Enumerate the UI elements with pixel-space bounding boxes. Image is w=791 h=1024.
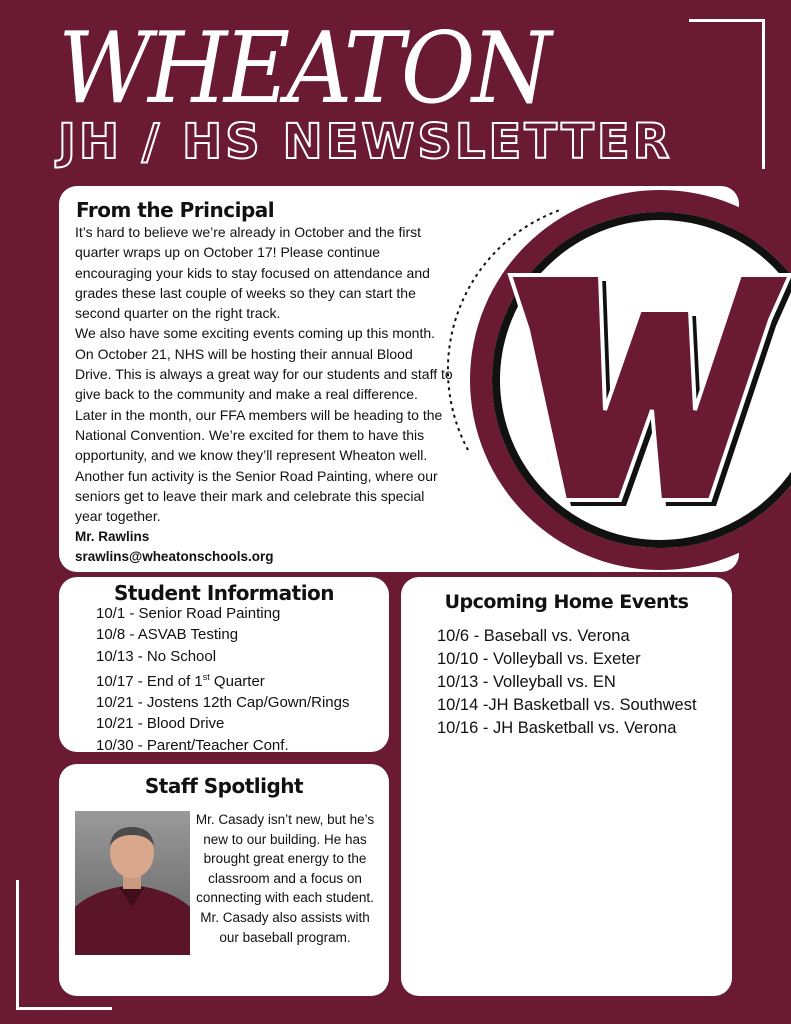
list-item: 10/14 -JH Basketball vs. Southwest bbox=[437, 696, 697, 714]
list-item: 10/1 - Senior Road Painting bbox=[96, 605, 281, 622]
list-item: 10/6 - Baseball vs. Verona bbox=[437, 627, 630, 645]
list-item: 10/13 - Volleyball vs. EN bbox=[437, 673, 616, 691]
list-item: 10/21 - Blood Drive bbox=[96, 715, 225, 733]
list-item: 10/10 - Volleyball vs. Exeter bbox=[437, 650, 641, 668]
list-item bbox=[96, 667, 349, 692]
principal-message bbox=[75, 222, 453, 526]
wheaton-w-logo-icon bbox=[440, 180, 791, 580]
principal-heading: From the Principal bbox=[76, 198, 275, 222]
principal-signature bbox=[75, 527, 273, 567]
list-item: 10/8 - ASVAB Testing bbox=[96, 626, 239, 644]
student-information-heading: Student Information bbox=[113, 581, 335, 605]
principal-paragraph-2: We also have some exciting events coming up this month. On October 21, NHS will be hosting their annual Blood Drive. This is always a great way for our students and staff to give back to the community and make a real difference. Later in the month, our FFA members will be heading to the National Convention. We’re excited for them to have this opportunity, and we know they’ll represent Wheaton well. Another fun activity is the Senior Road Painting, where our seniors get to leave their mark and celebrate this special year together. bbox=[75, 325, 453, 525]
principal-name: Mr. Rawlins bbox=[75, 529, 150, 544]
staff-spotlight-text: Mr. Casady isn’t new, but he’s new to our building. He has brought great energy to the classroom and a focus on connecting with each student. Mr. Casady also assists with our baseball program. bbox=[195, 812, 375, 945]
staff-spotlight-panel bbox=[59, 764, 389, 996]
list-item-text: 10/17 - End of 1 bbox=[96, 672, 203, 690]
list-item-suffix: Quarter bbox=[209, 672, 265, 690]
newsletter-subtitle: JH / HS NEWSLETTER bbox=[58, 114, 673, 170]
upcoming-events-list bbox=[437, 625, 697, 740]
list-item: 10/16 - JH Basketball vs. Verona bbox=[437, 719, 677, 737]
upcoming-events-heading: Upcoming Home Events bbox=[444, 591, 689, 613]
staff-photo bbox=[75, 811, 190, 955]
list-item: 10/13 - No School bbox=[96, 647, 217, 665]
list-item: 10/21 - Jostens 12th Cap/Gown/Rings bbox=[96, 694, 350, 712]
corner-frame-top-right bbox=[689, 19, 765, 169]
student-information-list bbox=[96, 603, 349, 756]
newsletter-title: WHEATON bbox=[58, 12, 548, 126]
staff-spotlight-heading: Staff Spotlight bbox=[144, 774, 304, 798]
superscript: st bbox=[202, 671, 210, 682]
list-item: 10/30 - Parent/Teacher Conf. bbox=[96, 736, 289, 754]
principal-paragraph-1: It’s hard to believe we’re already in October and the first quarter wraps up on October 17! Please continue encouraging your kids to stay focused on attendance and grades these last couple of weeks so they can start the second quarter on the right track. bbox=[75, 224, 430, 322]
principal-email: srawlins@wheatonschools.org bbox=[75, 549, 274, 564]
upcoming-events-panel bbox=[401, 577, 732, 996]
student-information-panel bbox=[59, 577, 389, 752]
